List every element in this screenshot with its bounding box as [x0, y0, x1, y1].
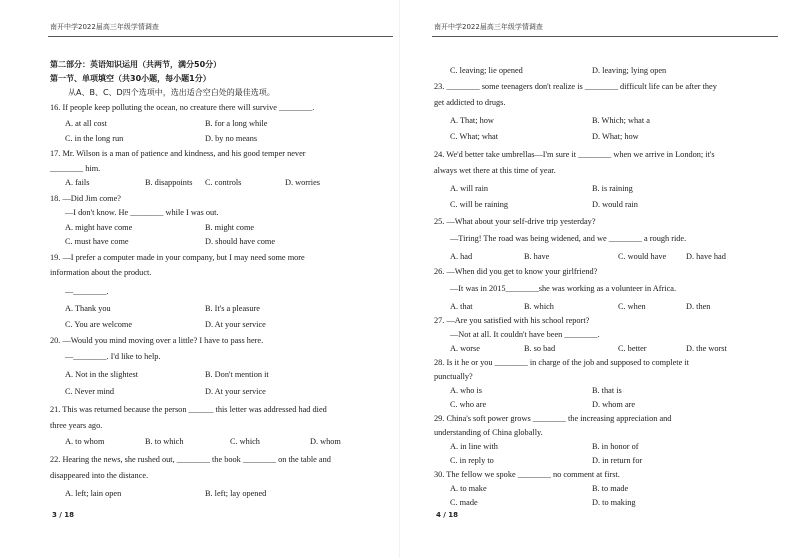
option: B. have: [524, 252, 550, 261]
option: D. whom: [310, 437, 341, 446]
option: C. in the long run: [65, 134, 124, 143]
question-19-cont: information about the product.: [50, 268, 152, 277]
question-24-cont: always wet there at this time of year.: [434, 166, 556, 175]
option: C. leaving; lie opened: [450, 66, 523, 75]
page-header: 南开中学2022届高三年级学情调查: [434, 23, 543, 31]
option: A. to whom: [65, 437, 105, 446]
option: B. to which: [145, 437, 184, 446]
option: D. should have come: [205, 237, 276, 246]
option: A. Thank you: [65, 304, 111, 313]
question-24: 24. We'd better take umbrellas—I'm sure it ________ when we arrive in London; it's: [434, 150, 715, 159]
question-17-cont: ________ him.: [50, 164, 101, 173]
option: D. by no means: [205, 134, 258, 143]
option: C. must have come: [65, 237, 129, 246]
question-26-cont: —It was in 2015________she was working as a volunteer in Africa.: [450, 284, 677, 293]
option: B. for a long while: [205, 119, 268, 128]
option: B. Which; what a: [592, 116, 650, 125]
page-number: 3 / 18: [52, 511, 75, 519]
option: D. in return for: [592, 456, 643, 465]
page-number: 4 / 18: [436, 511, 459, 519]
answer-blank: —________.: [65, 287, 109, 296]
question-17: 17. Mr. Wilson is a man of patience and kindness, and his good temper never: [50, 149, 306, 158]
option: C. made: [450, 498, 478, 507]
option: B. It's a pleasure: [205, 304, 260, 313]
option: B. might come: [205, 223, 255, 232]
option: D. whom are: [592, 400, 636, 409]
option: C. better: [618, 344, 647, 353]
question-30: 30. The fellow we spoke ________ no comment at first.: [434, 470, 620, 479]
option: A. fails: [65, 178, 90, 187]
question-18-cont: —I don't know. He ________ while I was out.: [65, 208, 219, 217]
option: C. controls: [205, 178, 242, 187]
option: D. leaving; lying open: [592, 66, 667, 75]
option: A. might have come: [65, 223, 133, 232]
option: D. What; how: [592, 132, 639, 141]
option: D. At your service: [205, 320, 266, 329]
question-20-cont: —________. I'd like to help.: [65, 352, 161, 361]
question-26: 26. —When did you get to know your girlfriend?: [434, 267, 598, 276]
question-27: 27. —Are you satisfied with his school report?: [434, 316, 590, 325]
option: D. At your service: [205, 387, 266, 396]
option: B. left; lay opened: [205, 489, 267, 498]
option: C. Never mind: [65, 387, 115, 396]
option: A. worse: [450, 344, 480, 353]
option: B. in honor of: [592, 442, 639, 451]
question-16: 16. If people keep polluting the ocean, no creature there will survive ________.: [50, 103, 315, 112]
option: B. which: [524, 302, 554, 311]
question-21-cont: three years ago.: [50, 421, 103, 430]
question-23: 23. ________ some teenagers don't realize is ________ difficult life can be after they: [434, 82, 717, 91]
section-title: 第二部分：英语知识运用（共两节，满分50分）: [50, 60, 222, 69]
option: C. will be raining: [450, 200, 509, 209]
option: B. Don't mention it: [205, 370, 269, 379]
option: D. would rain: [592, 200, 638, 209]
instructions: 从A、B、C、D四个选项中，选出适合空白处的最佳选项。: [68, 88, 275, 97]
option: A. who is: [450, 386, 483, 395]
question-29-cont: understanding of China globally.: [434, 428, 543, 437]
option: B. so bad: [524, 344, 556, 353]
option: A. That; how: [450, 116, 494, 125]
option: B. to made: [592, 484, 629, 493]
option: C. What; what: [450, 132, 499, 141]
option: D. have had: [686, 252, 726, 261]
option: A. to make: [450, 484, 487, 493]
question-18: 18. —Did Jim come?: [50, 194, 121, 203]
question-25: 25. —What about your self-drive trip yesterday?: [434, 217, 596, 226]
option: C. when: [618, 302, 646, 311]
question-20: 20. —Would you mind moving over a little? I have to pass here.: [50, 336, 264, 345]
option: A. Not in the slightest: [65, 370, 139, 379]
option: B. that is: [592, 386, 622, 395]
option: C. You are welcome: [65, 320, 133, 329]
option: B. disappoints: [145, 178, 193, 187]
question-25-cont: —Tiring! The road was being widened, and we ________ a rough ride.: [450, 234, 687, 243]
option: C. who are: [450, 400, 487, 409]
option: A. at all cost: [65, 119, 107, 128]
option: A. that: [450, 302, 473, 311]
question-29: 29. China's soft power grows ________ the increasing appreciation and: [434, 414, 672, 423]
subsection-title: 第一节、单项填空（共30小题，每小题1分）: [50, 74, 211, 83]
option: D. the worst: [686, 344, 727, 353]
option: C. would have: [618, 252, 667, 261]
option: D. worries: [285, 178, 321, 187]
question-28: 28. Is it he or you ________ in charge of the job and supposed to complete it: [434, 358, 689, 367]
question-28-cont: punctually?: [434, 372, 473, 381]
option: C. in reply to: [450, 456, 494, 465]
option: D. then: [686, 302, 711, 311]
right-page: [400, 0, 794, 558]
option: A. in line with: [450, 442, 498, 451]
option: A. will rain: [450, 184, 489, 193]
option: A. left; lain open: [65, 489, 122, 498]
option: B. is raining: [592, 184, 633, 193]
question-21: 21. This was returned because the person ______ this letter was addressed had died: [50, 405, 327, 414]
header-rule: [432, 36, 778, 37]
option: C. which: [230, 437, 260, 446]
question-22-cont: disappeared into the distance.: [50, 471, 149, 480]
option: A. had: [450, 252, 473, 261]
page-header: 南开中学2022届高三年级学情调查: [50, 23, 159, 31]
question-23-cont: get addicted to drugs.: [434, 98, 506, 107]
option: D. to making: [592, 498, 636, 507]
question-19: 19. —I prefer a computer made in your company, but I may need some more: [50, 253, 305, 262]
header-rule: [48, 36, 393, 37]
question-22: 22. Hearing the news, she rushed out, ________ the book ________ on the table and: [50, 455, 331, 464]
question-27-cont: —Not at all. It couldn't have been ________.: [450, 330, 600, 339]
